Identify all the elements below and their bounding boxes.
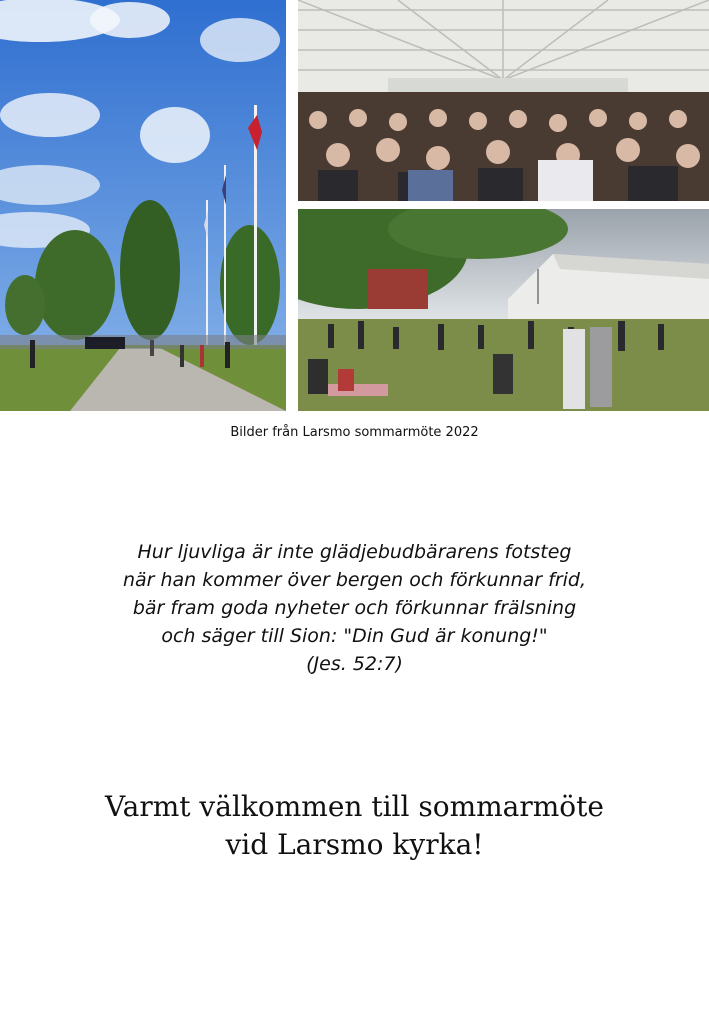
verse-reference: (Jes. 52:7) <box>306 653 403 675</box>
outdoor-crowd-photo <box>298 209 709 411</box>
photo-caption: Bilder från Larsmo sommarmöte 2022 <box>230 425 479 440</box>
verse-line: när han kommer över bergen och förkunnar frid, <box>122 569 587 591</box>
verse-line: bär fram goda nyheter och förkunnar frälsning <box>132 597 577 619</box>
bible-verse <box>0 538 709 678</box>
verse-line: Hur ljuvliga är inte glädjebudbärarens fotsteg <box>137 541 572 563</box>
tent-audience-photo <box>298 0 709 201</box>
welcome-line-1: Varmt välkommen till sommarmöte <box>105 790 604 823</box>
verse-line: och säger till Sion: "Din Gud är konung!" <box>161 625 548 647</box>
welcome-heading <box>0 788 709 864</box>
flagpoles-photo <box>0 0 286 411</box>
welcome-line-2: vid Larsmo kyrka! <box>225 828 484 861</box>
